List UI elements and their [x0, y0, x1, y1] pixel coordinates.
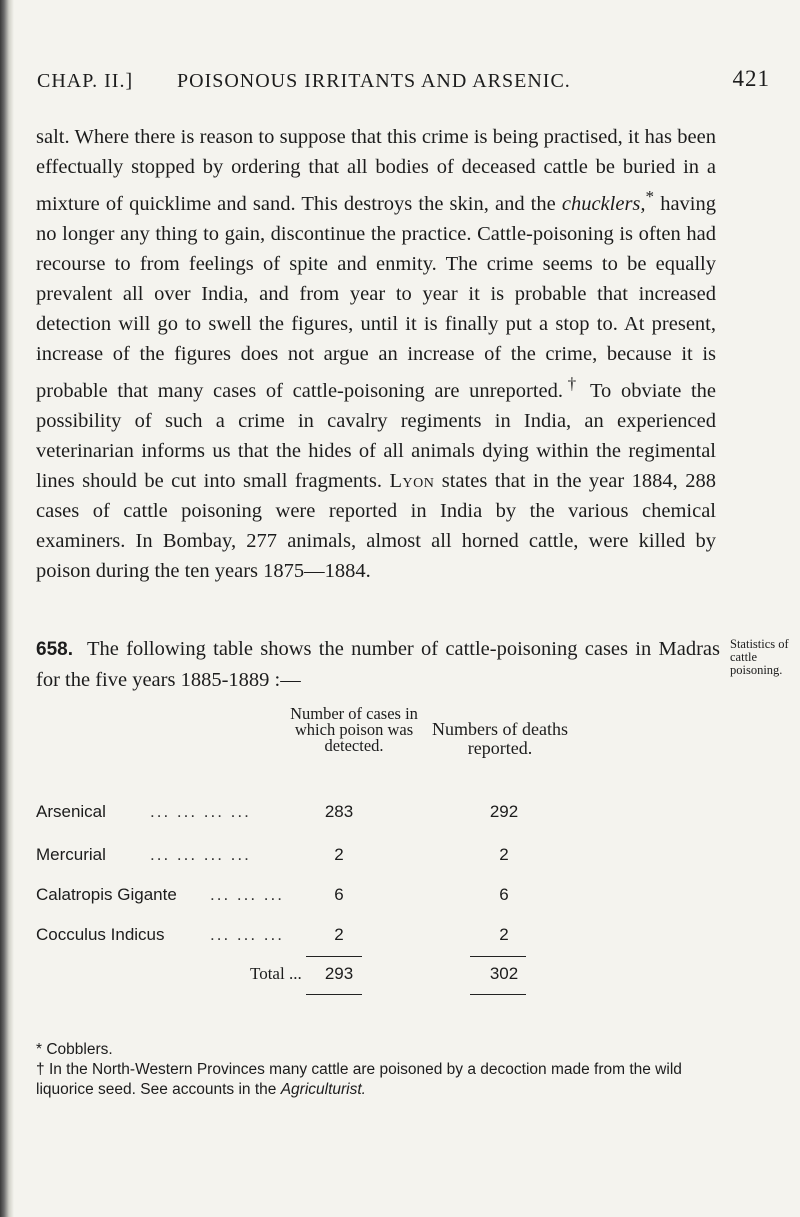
chucklers-term: chucklers,	[561, 192, 646, 215]
row-label: Mercurial	[36, 845, 106, 864]
footnote-1	[36, 1040, 726, 1060]
footnote-2	[36, 1060, 726, 1100]
body-text-1: salt. Where there is reason to suppose that this crime is being practised, it has been effectually stopped by ordering that all bodies of deceased cattle be buried in a mixture of quicklime and sand. This destroys the skin, and the	[36, 126, 716, 215]
total-rule-detected	[306, 994, 362, 995]
body-paragraph	[36, 122, 716, 586]
sum-rule-deaths	[470, 956, 526, 957]
row-label: Arsenical	[36, 802, 106, 821]
section-658-paragraph	[36, 634, 720, 695]
running-head	[37, 66, 770, 100]
row-detected: 283	[324, 802, 354, 821]
body-text-3: To obviate the possibility of such a crime in cavalry regiments in India, an experienced veterinarian informs us that the hides of all animals dying within the regimental lines should be cut into small fragments.	[36, 379, 717, 492]
footnote-1-text: Cobblers.	[46, 1041, 113, 1058]
row-deaths: 2	[499, 925, 509, 944]
footnote-2-text: In the North-Western Provinces many cattle are poisoned by a decoction made from the wild liquorice seed. See accounts in the	[36, 1061, 682, 1098]
table-row	[36, 845, 596, 869]
chapter-label: CHAP. II.]	[37, 70, 134, 92]
table-col-head-deaths: Numbers of deaths reported.	[432, 719, 568, 758]
row-label: Calatropis Gigante	[36, 885, 177, 904]
table-col-head-detected: Number of cases in which poison was detected.	[290, 704, 418, 755]
row-detected: 2	[334, 845, 344, 864]
author-name-lyon: Lyon	[389, 469, 435, 492]
row-leader-dots: ... ... ...	[210, 885, 284, 904]
footnotes	[36, 1040, 726, 1100]
footnote-2-italic: Agriculturist.	[280, 1081, 366, 1098]
table-total-row	[36, 964, 596, 988]
margin-note: Statistics of cattle poisoning.	[730, 637, 789, 677]
sum-rule-detected	[306, 956, 362, 957]
section-number: 658.	[36, 639, 73, 660]
section-658-text: The following table shows the number of cattle-poisoning cases in Madras for the five years 1885-1889 :—	[36, 638, 720, 691]
footnote-2-mark: †	[36, 1061, 45, 1078]
row-deaths: 6	[499, 885, 509, 904]
body-text-4: states that in the year 1884, 288 cases of cattle poisoning were reported in India by the various chemical examiners. In Bombay, 277 animals, almost all horned cattle, were killed by poison during the ten years 1875—1884.	[36, 469, 716, 582]
table-row	[36, 802, 596, 826]
row-leader-dots: ... ... ...	[210, 925, 284, 944]
row-deaths: 292	[489, 802, 519, 821]
total-rule-deaths	[470, 994, 526, 995]
total-label: Total ...	[250, 964, 302, 983]
table-row	[36, 925, 596, 949]
body-text-2: having no longer any thing to gain, discontinue the practice. Cattle-poisoning is often had recourse to from feelings of spite and enmity. The crime seems to be equally prevalent all over India, and from year to year it is probable that increased detection will go to swell the figures, until it is finally put a stop to. At present, increase of the figures does not argue an increase of the crime, because it is probable that many cases of cattle-poisoning are unreported.	[36, 192, 716, 402]
running-title: POISONOUS IRRITANTS AND ARSENIC.	[177, 70, 571, 92]
row-label: Cocculus Indicus	[36, 925, 165, 944]
total-detected: 293	[324, 964, 354, 983]
row-deaths: 2	[499, 845, 509, 864]
row-leader-dots: ... ... ... ...	[150, 845, 251, 864]
total-deaths: 302	[489, 964, 519, 983]
footnote-1-mark: *	[36, 1041, 43, 1058]
row-detected: 2	[334, 925, 344, 944]
page-number: 421	[732, 66, 770, 91]
row-leader-dots: ... ... ... ...	[150, 802, 251, 821]
book-spine-shadow	[0, 0, 14, 1217]
row-detected: 6	[334, 885, 344, 904]
table-row	[36, 885, 596, 909]
footnote-ref-1: *	[645, 187, 655, 206]
footnote-ref-2: †	[563, 373, 581, 393]
